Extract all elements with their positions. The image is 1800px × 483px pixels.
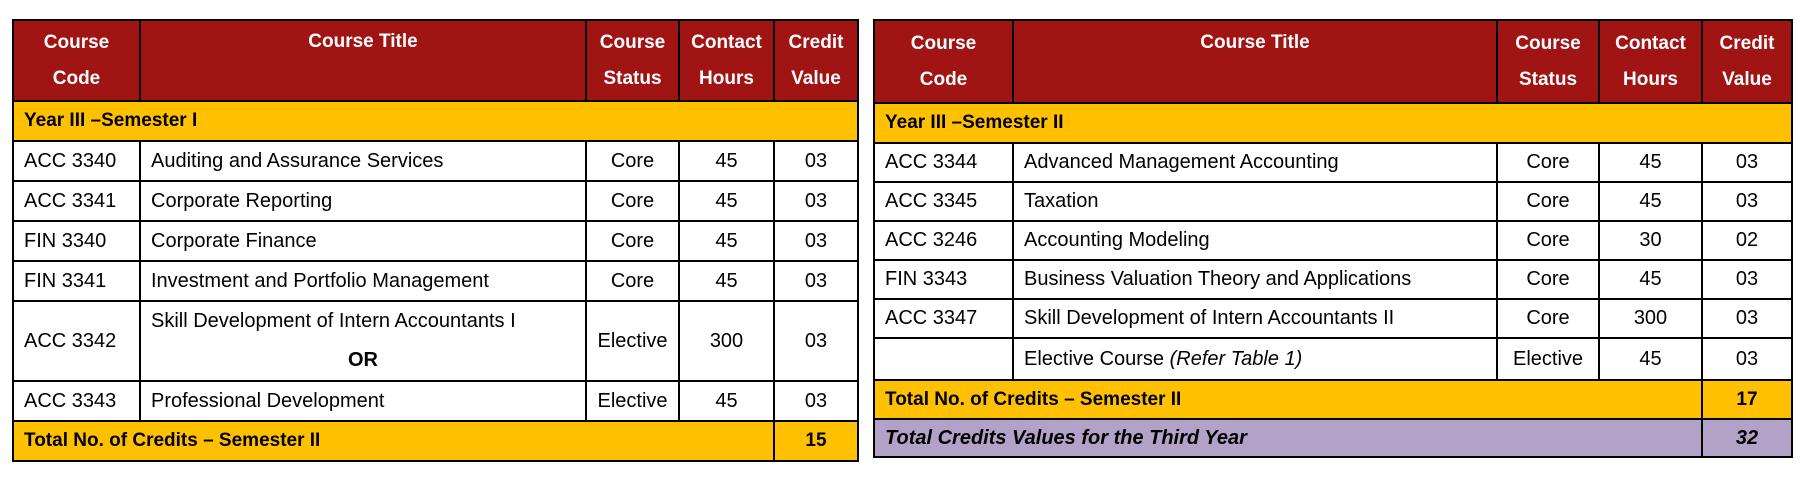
credit-value: 03 [1702,299,1792,338]
year-total-value: 32 [1702,419,1792,457]
course-title: Accounting Modeling [1013,221,1497,260]
course-code: FIN 3340 [13,221,140,261]
credit-value: 03 [774,221,858,261]
course-code [874,338,1013,380]
contact-hours: 45 [679,381,774,421]
contact-hours: 300 [679,301,774,381]
credit-value: 03 [1702,338,1792,380]
course-title [1013,338,1497,380]
contact-hours: 45 [1599,338,1702,380]
semester-label: Year III –Semester II [874,103,1792,143]
credit-value: 03 [774,141,858,181]
course-status: Elective [1497,338,1599,380]
contact-hours: 45 [1599,143,1702,182]
credit-value: 03 [1702,182,1792,221]
course-title-header: Course Title [1013,20,1497,103]
course-title: Business Valuation Theory and Applications [1013,260,1497,299]
credit-value: 03 [1702,260,1792,299]
course-code: ACC 3344 [874,143,1013,182]
contact-hours: 30 [1599,221,1702,260]
course-status: Core [1497,182,1599,221]
course-code: ACC 3246 [874,221,1013,260]
course-title: Professional Development [140,381,586,421]
header-row [874,20,1792,103]
course-code-header: Course Code [874,20,1013,103]
course-status: Core [1497,299,1599,338]
course-status: Core [586,221,679,261]
contact-hours-header: Contact Hours [1599,20,1702,103]
table-row [874,143,1792,182]
total-credits-label: Total No. of Credits – Semester II [13,421,774,461]
credit-value-header: Credit Value [774,20,858,101]
semester-row [13,101,858,141]
table-row [13,261,858,301]
total-credits-value: 15 [774,421,858,461]
contact-hours: 45 [679,181,774,221]
credit-value-header: Credit Value [1702,20,1792,103]
semester-label: Year III –Semester I [13,101,858,141]
contact-hours: 300 [1599,299,1702,338]
course-title: Taxation [1013,182,1497,221]
course-status: Core [586,181,679,221]
total-row [874,380,1792,419]
course-code: ACC 3343 [13,381,140,421]
contact-hours: 45 [679,141,774,181]
course-title: Corporate Finance [140,221,586,261]
course-status: Core [1497,143,1599,182]
course-title: Corporate Reporting [140,181,586,221]
table-row [874,182,1792,221]
course-code: ACC 3347 [874,299,1013,338]
semester-row [874,103,1792,143]
credit-value: 02 [1702,221,1792,260]
course-code: ACC 3345 [874,182,1013,221]
course-status: Core [1497,260,1599,299]
credit-value: 03 [774,181,858,221]
table-row [13,221,858,261]
course-status: Core [1497,221,1599,260]
table-row [13,381,858,421]
course-code: FIN 3341 [13,261,140,301]
course-title-note: (Refer Table 1) [1169,347,1303,370]
credit-value: 03 [774,381,858,421]
credit-value: 03 [774,261,858,301]
semester-1-table [12,19,859,462]
header-row [13,20,858,101]
course-title-text: Skill Development of Intern Accountants I [151,310,516,332]
table-row [874,338,1792,380]
table-row [13,301,858,381]
table-row [874,221,1792,260]
course-status: Core [586,261,679,301]
course-status: Elective [586,381,679,421]
total-credits-value: 17 [1702,380,1792,419]
course-title [140,301,586,381]
total-row [13,421,858,461]
credit-value: 03 [774,301,858,381]
course-status: Elective [586,301,679,381]
course-code-header: Course Code [13,20,140,101]
table-row [874,299,1792,338]
contact-hours: 45 [1599,260,1702,299]
year-total-row [874,419,1792,457]
total-credits-label: Total No. of Credits – Semester II [874,380,1702,419]
course-status-header: Course Status [586,20,679,101]
course-status-header: Course Status [1497,20,1599,103]
contact-hours: 45 [679,221,774,261]
course-code: ACC 3341 [13,181,140,221]
contact-hours: 45 [679,261,774,301]
credit-value: 03 [1702,143,1792,182]
course-code: ACC 3340 [13,141,140,181]
course-code: ACC 3342 [13,301,140,381]
year-total-label: Total Credits Values for the Third Year [874,419,1702,457]
course-title: Skill Development of Intern Accountants II [1013,299,1497,338]
course-title: Advanced Management Accounting [1013,143,1497,182]
course-title: Auditing and Assurance Services [140,141,586,181]
contact-hours-header: Contact Hours [679,20,774,101]
or-label: OR [348,349,378,371]
table-row [13,181,858,221]
course-code: FIN 3343 [874,260,1013,299]
table-row [13,141,858,181]
course-status: Core [586,141,679,181]
course-title: Investment and Portfolio Management [140,261,586,301]
table-row [874,260,1792,299]
course-title-header: Course Title [140,20,586,101]
semester-2-table [873,19,1793,458]
course-title-text: Elective Course [1024,347,1170,370]
contact-hours: 45 [1599,182,1702,221]
